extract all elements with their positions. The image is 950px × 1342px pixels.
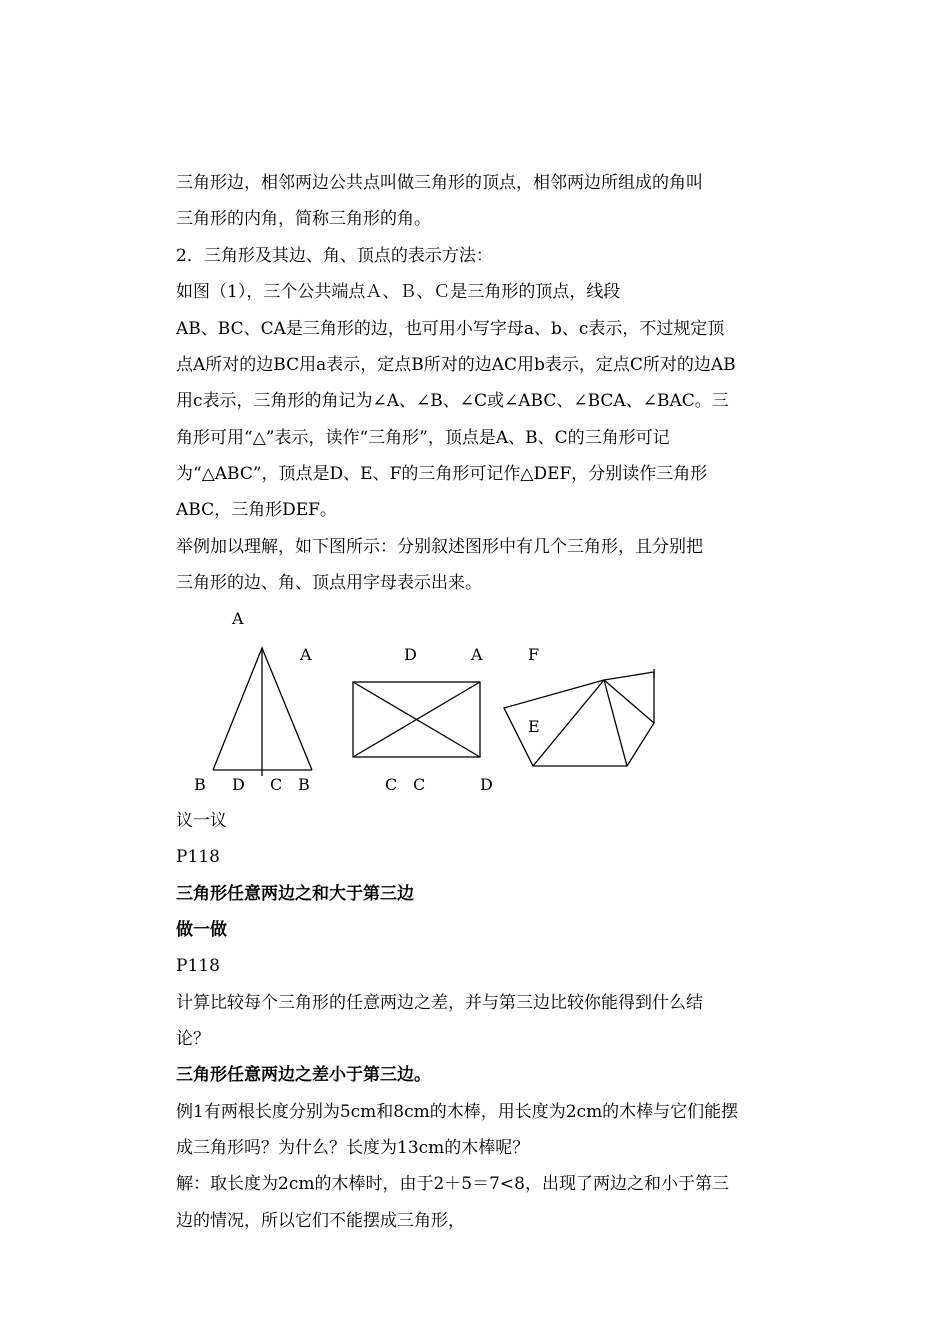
paragraph-notation-line-3: 点A所对的边BC用a表示，定点B所对的边AC用b表示，定点C所对的边AB	[176, 355, 736, 375]
heading-discussion: 议一议	[176, 811, 227, 831]
solution-line-1: 解：取长度为2cm的木棒时，由于2＋5＝7<8，出现了两边之和小于第三	[176, 1174, 729, 1194]
label-rectangle-D-bottom: D	[480, 775, 493, 794]
polygon-figure	[504, 669, 654, 766]
label-triangle-C: C	[270, 775, 283, 794]
activity-prompt-line-2: 论？	[176, 1029, 210, 1049]
label-rectangle-C-2: C	[413, 775, 426, 794]
conclusion-sum-of-sides: 三角形任意两边之和大于第三边	[176, 884, 414, 904]
label-triangle-D: D	[232, 775, 245, 794]
paragraph-example-line-2: 三角形的边、角、顶点用字母表示出来。	[176, 573, 482, 593]
label-polygon-E: E	[528, 717, 540, 736]
section-heading-notation: 2．三角形及其边、角、顶点的表示方法：	[176, 246, 493, 266]
conclusion-difference-of-sides: 三角形任意两边之差小于第三边。	[176, 1065, 431, 1085]
example-1-line-1: 例1有两根长度分别为5cm和8cm的木棒，用长度为2cm的木棒与它们能摆	[176, 1102, 739, 1122]
paragraph-definition-line-1: 三角形边，相邻两边公共点叫做三角形的顶点，相邻两边所组成的角叫	[176, 173, 703, 193]
paragraph-definition-line-2: 三角形的内角，简称三角形的角。	[176, 209, 431, 229]
label-triangle-B-left: B	[194, 775, 206, 794]
label-rectangle-D-top: D	[404, 645, 417, 664]
polygon-diagonal-2	[604, 680, 627, 766]
page-reference-2: P118	[176, 956, 220, 976]
paragraph-notation-line-5: 角形可用“△”表示，读作“三角形”，顶点是A、B、C的三角形可记	[176, 428, 670, 448]
label-triangle-A-right: A	[300, 645, 312, 664]
paragraph-notation-line-1: 如图（1），三个公共端点Ａ、Ｂ、Ｃ是三角形的顶点，线段	[176, 282, 621, 302]
activity-prompt-line-1: 计算比较每个三角形的任意两边之差，并与第三边比较你能得到什么结	[176, 993, 703, 1013]
example-1-line-2: 成三角形吗？为什么？长度为13cm的木棒呢？	[176, 1138, 530, 1158]
label-rectangle-C-1: C	[385, 775, 398, 794]
page-reference-1: P118	[176, 847, 220, 867]
polygon-diagonal-1	[533, 680, 604, 766]
paragraph-notation-line-4: 用c表示，三角形的角记为∠A、∠B、∠C或∠ABC、∠BCA、∠BAC。三	[176, 391, 729, 411]
heading-activity: 做一做	[176, 920, 227, 940]
isosceles-triangle-figure	[213, 645, 312, 776]
rectangle-figure	[353, 682, 480, 757]
paragraph-notation-line-7: ABC，三角形DEF。	[176, 500, 337, 520]
paragraph-notation-line-2: AB、BC、CA是三角形的边，也可用小写字母a、b、c表示，不过规定顶	[176, 319, 725, 339]
solution-line-2: 边的情况，所以它们不能摆成三角形，	[176, 1211, 465, 1231]
paragraph-notation-line-6: 为“△ABC”，顶点是D、E、F的三角形可记作△DEF，分别读作三角形	[176, 464, 708, 484]
label-triangle-A-top: A	[232, 609, 244, 628]
polygon-diagonal-3	[604, 680, 654, 723]
polygon-outline	[504, 672, 654, 766]
paragraph-example-line-1: 举例加以理解，如下图所示：分别叙述图形中有几个三角形，且分别把	[176, 537, 703, 557]
label-polygon-F: F	[528, 645, 540, 664]
label-rectangle-A-top: A	[471, 645, 483, 664]
label-triangle-B-right: B	[298, 775, 310, 794]
